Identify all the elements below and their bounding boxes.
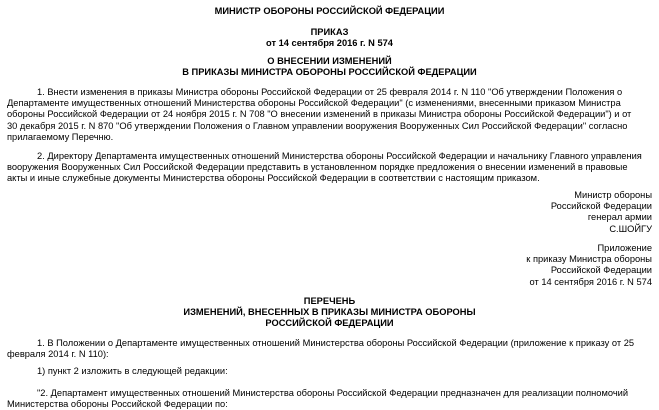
list-item-1-sub bbox=[37, 366, 645, 377]
appendix-note bbox=[526, 243, 652, 288]
list-item-1 bbox=[7, 338, 645, 360]
list-item-1-sub-line: 1) пункт 2 изложить в следующей редакции: bbox=[37, 366, 228, 376]
signature-block bbox=[551, 190, 652, 235]
appendix-note-line: к приказу Министра обороны bbox=[526, 254, 652, 265]
list-item-1-quote-line: "2. Департамент имущественных отношений Министерства обороны Российской Федерации предназначен для реализации полномочий bbox=[37, 388, 629, 398]
paragraph-2-line: 2. Директору Департамента имущественных отношений Министерства обороны Российской Федерации и начальнику Главного управления bbox=[37, 151, 642, 161]
order-subject-line-2: В ПРИКАЗЫ МИНИСТРА ОБОРОНЫ РОССИЙСКОЙ ФЕДЕРАЦИИ bbox=[182, 67, 477, 77]
list-item-1-line: 1. В Положении о Департаменте имущественных отношений Министерства обороны Российской Федерации (приложение к приказу от 25 bbox=[37, 338, 635, 348]
list-item-1-line: февраля 2014 г. N 110): bbox=[7, 349, 109, 360]
signature-line: С.ШОЙГУ bbox=[609, 223, 652, 234]
paragraph-2-line: вооружения Вооруженных Сил Российской Федерации представить в установленном порядке предложения о внесении изменений в правовые bbox=[7, 162, 628, 173]
paragraph-1-line: 1. Внести изменения в приказы Министра обороны Российской Федерации от 25 февраля 2014 г. N 110 "Об утверждении Положения о bbox=[37, 87, 623, 97]
appendix-note-line: от 14 сентября 2016 г. N 574 bbox=[529, 276, 652, 287]
paragraph-1-line: обороны Российской Федерации от 24 ноября 2015 г. N 708 "О внесении изменений в приказы Министра обороны Российской Федерации") и от bbox=[7, 109, 632, 120]
paragraph-1 bbox=[7, 87, 645, 143]
list-item-1-quote bbox=[7, 388, 645, 410]
signature-line: Министр обороны bbox=[574, 190, 652, 200]
paragraph-2 bbox=[7, 151, 645, 185]
order-title: ПРИКАЗ bbox=[310, 27, 349, 37]
signature-line: Российской Федерации bbox=[550, 201, 652, 212]
list-heading-line-2: ИЗМЕНЕНИЙ, ВНЕСЕННЫХ В ПРИКАЗЫ МИНИСТРА ОБОРОНЫ bbox=[183, 307, 476, 317]
order-date-number: от 14 сентября 2016 г. N 574 bbox=[266, 38, 393, 48]
list-heading-line-1: ПЕРЕЧЕНЬ bbox=[303, 296, 356, 306]
paragraph-1-line: Департаменте имущественных отношений Министерства обороны Российской Федерации" (с изменениями, внесенными приказом Министра bbox=[7, 98, 621, 109]
paragraph-1-line: 30 декабря 2015 г. N 870 "Об утверждении Положения о Главном управлении вооружения Вооруженных Сил Российской Федерации" согласно bbox=[7, 120, 628, 131]
appendix-note-line: Приложение bbox=[597, 243, 652, 253]
appendix-note-line: Российской Федерации bbox=[550, 265, 652, 276]
signature-line: генерал армии bbox=[587, 212, 652, 223]
paragraph-2-line: акты и иные служебные документы Министерства обороны Российской Федерации в соответствии с настоящим приказом. bbox=[7, 173, 540, 184]
order-subject-line-1: О ВНЕСЕНИИ ИЗМЕНЕНИЙ bbox=[267, 56, 392, 66]
list-heading-line-3: РОССИЙСКОЙ ФЕДЕРАЦИИ bbox=[265, 318, 394, 328]
list-item-1-quote-line: Министерства обороны Российской Федерации по: bbox=[7, 399, 228, 410]
ministry-heading: МИНИСТР ОБОРОНЫ РОССИЙСКОЙ ФЕДЕРАЦИИ bbox=[214, 6, 445, 16]
paragraph-1-line: прилагаемому Перечню. bbox=[7, 131, 114, 142]
